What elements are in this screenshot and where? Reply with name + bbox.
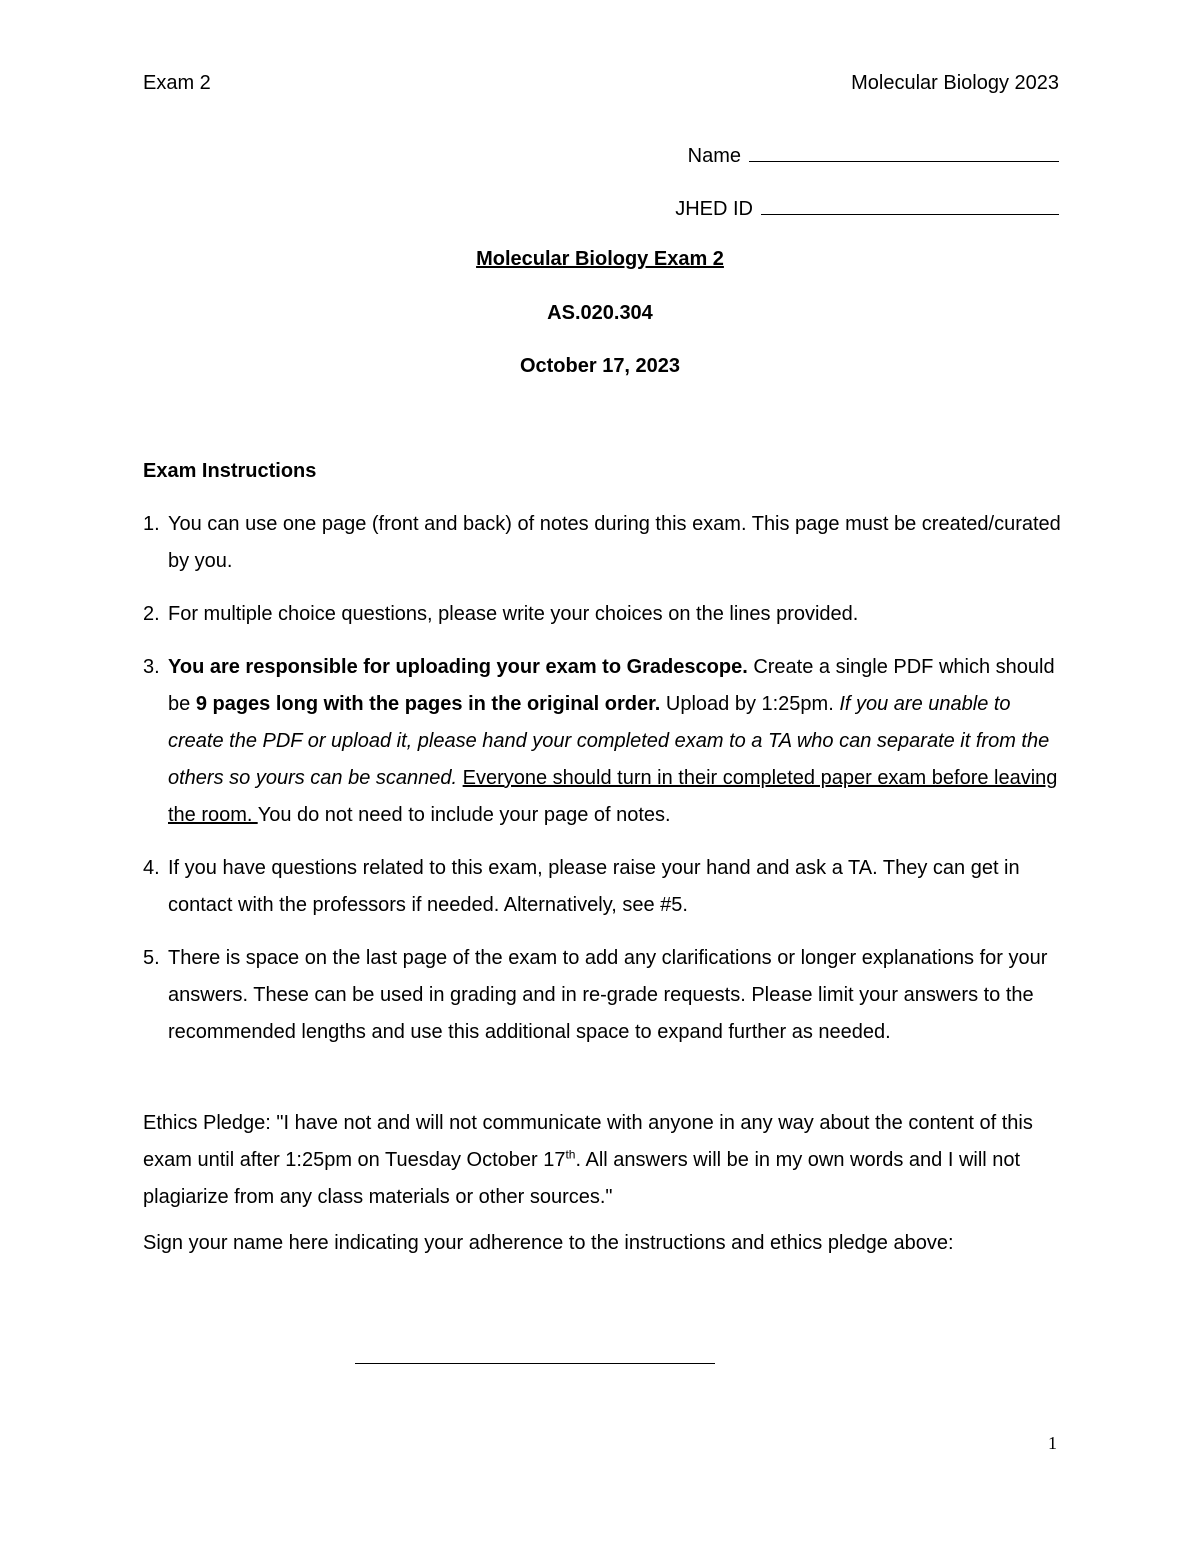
item-underlined-text: Everyone should turn in their completed paper exam before leaving the room.	[168, 767, 1058, 826]
item-number: 3.	[143, 656, 160, 678]
instructions-heading: Exam Instructions	[143, 460, 317, 482]
instruction-item	[143, 596, 1063, 633]
item-number: 4.	[143, 857, 160, 879]
sign-prompt: Sign your name here indicating your adherence to the instructions and ethics pledge above:	[143, 1232, 954, 1254]
item-text: For multiple choice questions, please write your choices on the lines provided.	[168, 603, 859, 625]
item-text: There is space on the last page of the exam to add any clarifications or longer explanations for your answers. These can be used in grading and in re-grade requests. Please limit your answers to the recommended lengths and use this additional space to expand further as needed.	[168, 947, 1048, 1043]
ethics-text: . All answers will be in my own words and I will not plagiarize from any class materials or other sources."	[143, 1149, 1021, 1208]
jhed-field[interactable]	[675, 196, 1059, 221]
instruction-item	[143, 940, 1063, 1051]
ethics-text: Ethics Pledge: "I have not and will not communicate with anyone in any way about the content of this exam until after 1:25pm on Tuesday October 17	[143, 1112, 1033, 1171]
instruction-item	[143, 506, 1063, 580]
signature-line[interactable]	[355, 1363, 715, 1364]
instruction-item	[143, 649, 1063, 834]
instructions-list	[143, 506, 1063, 1067]
item-text: Create a single PDF which should be	[168, 656, 1055, 715]
ethics-superscript: th	[565, 1147, 576, 1162]
jhed-line[interactable]	[761, 196, 1059, 215]
name-label: Name	[687, 145, 741, 167]
name-line[interactable]	[749, 143, 1059, 162]
ethics-pledge	[143, 1105, 1063, 1216]
header-left: Exam 2	[143, 72, 211, 94]
item-text: Upload by 1:25pm.	[660, 693, 840, 715]
instruction-item	[143, 850, 1063, 924]
jhed-label: JHED ID	[675, 198, 753, 220]
item-number: 1.	[143, 513, 160, 535]
item-text: If you have questions related to this exam, please raise your hand and ask a TA. They can get in contact with the professors if needed. Alternatively, see #5.	[168, 857, 1020, 916]
name-field[interactable]	[688, 143, 1059, 168]
item-italic-text: If you are unable to create the PDF or upload it, please hand your completed exam to a TA who can separate it from the others so yours can be scanned.	[168, 693, 1050, 789]
item-number: 5.	[143, 947, 160, 969]
item-number: 2.	[143, 603, 160, 625]
item-bold-text: You are responsible for uploading your exam to Gradescope.	[168, 656, 748, 678]
item-text: You can use one page (front and back) of notes during this exam. This page must be created/curated by you.	[168, 513, 1061, 572]
item-bold-text: 9 pages long with the pages in the original order.	[195, 693, 661, 715]
exam-title: Molecular Biology Exam 2	[476, 248, 724, 270]
course-code: AS.020.304	[547, 302, 653, 324]
page-number: 1	[1048, 1433, 1057, 1453]
item-text: You do not need to include your page of notes.	[257, 804, 671, 826]
exam-date: October 17, 2023	[519, 355, 681, 377]
header-right: Molecular Biology 2023	[851, 72, 1059, 94]
